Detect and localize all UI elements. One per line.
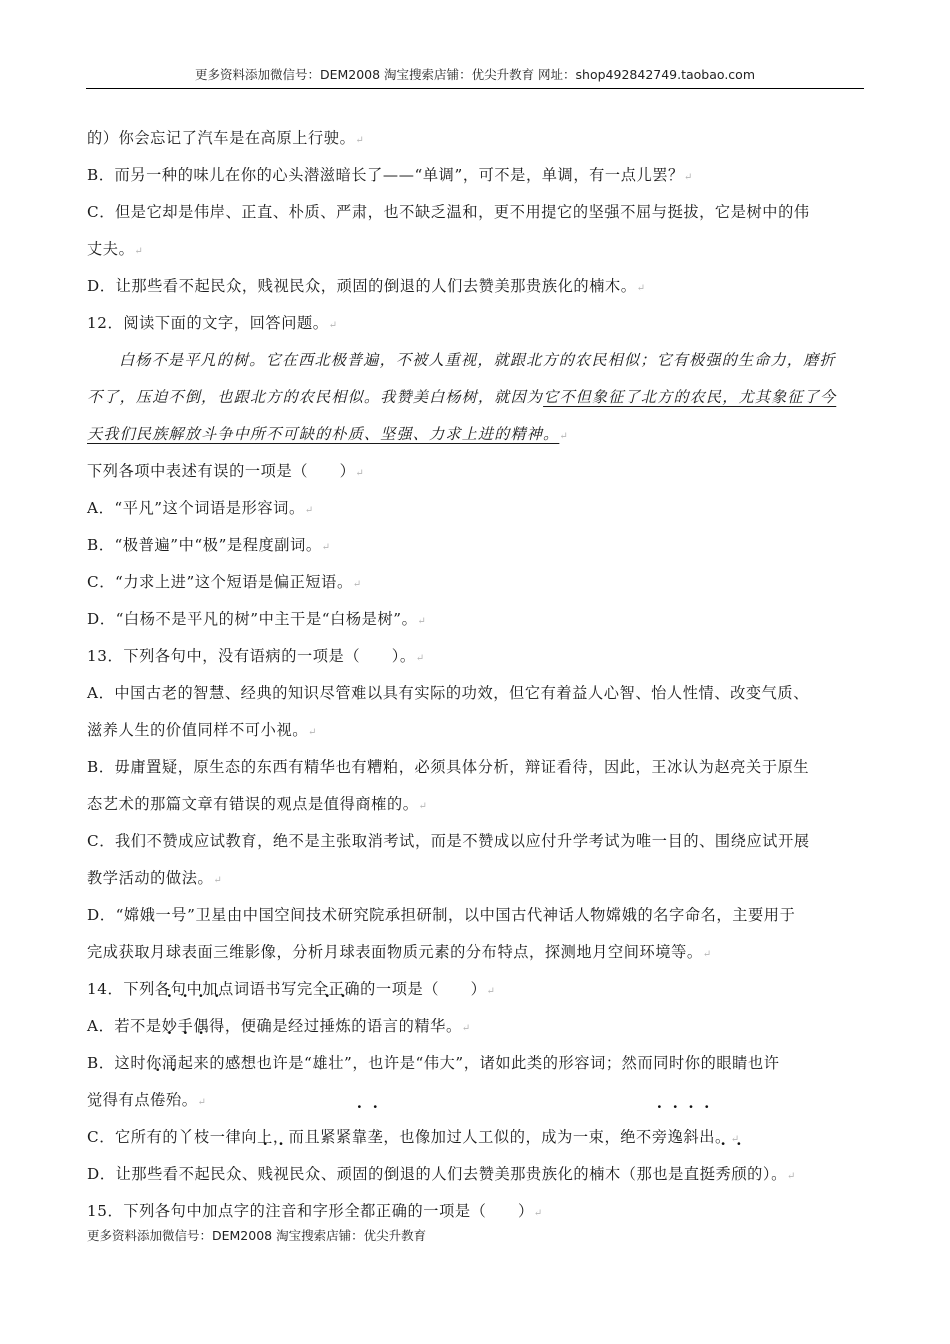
q11-option-a-continuation: 的）你会忘记了汽车是在高原上行驶。↵ [87,129,364,147]
emphasis-dot-char: 出 [699,1128,715,1146]
dotted-word [320,1017,352,1035]
paragraph-mark: ↵ [533,1208,543,1219]
page-header: 更多资料添加微信号：DEM2008 淘宝搜索店铺：优尖升教育 网址：shop492842749.taobao.com [194,67,756,82]
paragraph-mark: ↵ [355,468,364,479]
dotted-word [716,1165,748,1183]
paragraph-mark: ↵ [730,1134,740,1145]
q13-option-a-continuation: 滋养人生的价值同样不可小视。↵ [87,721,317,739]
paragraph-mark: ↵ [486,986,495,997]
emphasis-dot-char: 贱 [257,1165,274,1183]
paragraph-mark: ↵ [352,579,362,590]
q15-stem: 15．下列各句中加点字的注音和字形全都正确的一项是（ ）↵ [87,1202,543,1220]
paragraph-mark: ↵ [786,1171,796,1182]
paragraph-mark: ↵ [304,505,314,516]
emphasis-dot-char: 垄 [367,1128,384,1146]
dotted-word [162,1054,209,1072]
header-divider [86,88,864,89]
emphasis-dot-char: 捶 [319,1017,336,1035]
emphasis-dot-char: 起 [177,1054,194,1072]
dotted-word [652,1128,715,1146]
paragraph-mark: ↵ [559,431,568,442]
q11-option-b: B．而另一种的味儿在你的心头潜滋暗长了——“单调”，可不是，单调，有一点儿罢？↵ [87,166,693,184]
paragraph-mark: ↵ [197,1097,206,1108]
paragraph-mark: ↵ [415,653,425,664]
q14-option-b-continuation: 觉得有点倦殆。↵ [87,1082,859,1119]
underlined-passage: 天我们民族解放斗争中所不可缺的朴质、坚强、力求上进的精神。 [87,425,560,443]
q11-option-d: D．让那些看不起民众，贱视民众，顽固的倒退的人们去赞美那贵族化的楠木。↵ [87,277,645,295]
q12-passage-line-1: 白杨不是平凡的树。它在西北极普遍，不被人重视，就跟北方的农民相似；它有极强的生命力，磨折 [119,351,836,369]
q12-option-d: D．“白杨不是平凡的树”中主干是“白杨是树”。↵ [87,610,426,628]
q14-option-b: B．这时你涌起来的感想也许是“雄壮”，也许是“伟大”，诸如此类的形容词；然而同时你的眼睛也许 [87,1045,859,1082]
emphasis-dot-char: 妙 [161,1017,178,1035]
document-body [87,120,859,1230]
emphasis-dot-char: 涌 [161,1054,178,1072]
q11-option-c: C．但是它却是伟岸、正直、朴质、严肃，也不缺乏温和，更不用提它的坚强不屈与挺拔，它是树中的伟 [87,203,810,221]
paragraph-mark: ↵ [702,949,712,960]
q12-question: 下列各项中表述有误的一项是（ ）↵ [87,462,364,480]
emphasis-dot-char: 手 [177,1017,194,1035]
q11-option-c-continuation: 丈夫。↵ [87,240,143,258]
emphasis-dot-char: 颀 [731,1165,748,1183]
paragraph-mark: ↵ [636,283,645,294]
q14-stem: 14．下列各句中加点词语书写完全正确的一项是（ ）↵ [87,980,495,998]
paragraph-mark: ↵ [321,542,331,553]
q12-stem: 12．阅读下面的文字，回答问题。↵ [87,314,337,332]
paragraph-mark: ↵ [134,246,143,257]
q13-option-c: C．我们不赞成应试教育，绝不是主张取消考试，而是不赞成以应付升学考试为唯一目的、围绕应试开展 [87,832,810,850]
dotted-word [258,1165,290,1183]
emphasis-dot-char: 靠 [351,1128,368,1146]
paragraph-mark: ↵ [418,801,427,812]
paragraph-mark: ↵ [417,616,426,627]
emphasis-dot-char: 视 [273,1165,290,1183]
q12-passage-line-3 [87,416,859,453]
paragraph-mark: ↵ [328,320,337,331]
q14-option-a: A．若不是妙手偶得，便确是经过捶炼的语言的精华。↵ [87,1008,859,1045]
q12-option-b: B．“极普遍”中“极”是程度副词。↵ [87,536,331,554]
paragraph-mark: ↵ [683,172,693,183]
emphasis-dot-char: 偶 [193,1017,210,1035]
paragraph-mark: ↵ [213,875,222,886]
emphasis-dot-char: 秀 [715,1165,732,1183]
paragraph-mark: ↵ [355,135,364,146]
q14-option-c: C．它所有的丫枝一律向上，而且紧紧靠垄，也像加过人工似的，成为一束，绝不旁逸斜出。↵ [87,1119,859,1156]
q13-option-d: D．“嫦娥一号”卫星由中国空间技术研究院承担研制，以中国古代神话人物嫦娥的名字命名，主要用于 [87,906,796,924]
emphasis-dot-char: 来 [193,1054,210,1072]
dotted-word [352,1128,384,1146]
q13-option-d-continuation: 完成获取月球表面三维影像，分析月球表面物质元素的分布特点，探测地月空间环境等。↵ [87,943,712,961]
paragraph-mark: ↵ [461,1023,471,1034]
q13-option-b-continuation: 态艺术的那篇文章有错误的观点是值得商榷的。↵ [87,795,427,813]
emphasis-dot-char: 炼 [335,1017,352,1035]
q13-option-a: A．中国古老的智慧、经典的知识尽管难以具有实际的功效，但它有着益人心智、怡人性情、改变气质、 [87,684,810,702]
emphasis-dot-char: 斜 [683,1128,700,1146]
paragraph-mark: ↵ [308,727,317,738]
q12-passage-line-2: 不了，压迫不倒，也跟北方的农民相似。我赞美白杨树，就因为它不但象征了北方的农民，尤其象征了今 [87,388,837,406]
q12-option-a: A．“平凡”这个词语是形容词。↵ [87,499,314,517]
emphasis-dot-char: 得 [209,1017,225,1035]
emphasis-dot-char: 殆 [165,1091,182,1109]
q13-option-c-continuation: 教学活动的做法。↵ [87,869,222,887]
emphasis-dot-char: 倦 [150,1091,166,1109]
q12-option-c: C．“力求上进”这个短语是偏正短语。↵ [87,573,362,591]
emphasis-dot-char: 旁 [651,1128,668,1146]
emphasis-dot-char: 逸 [667,1128,684,1146]
q13-option-b: B．毋庸置疑，原生态的东西有精华也有糟粕，必须具体分析，辩证看待，因此，王冰认为赵亮关于原生 [87,758,810,776]
q14-option-d: D．让那些看不起民众、贱视民众、顽固的倒退的人们去赞美那贵族化的楠木（那也是直挺秀颀的）。↵ [87,1156,859,1193]
dotted-word [150,1091,182,1109]
underlined-passage: 它不但象征了北方的农民，尤其象征了今 [543,388,837,406]
q13-stem: 13．下列各句中，没有语病的一项是（ ）。↵ [87,647,425,665]
page-footer: 更多资料添加微信号：DEM2008 淘宝搜索店铺：优尖升教育 [87,1228,427,1243]
